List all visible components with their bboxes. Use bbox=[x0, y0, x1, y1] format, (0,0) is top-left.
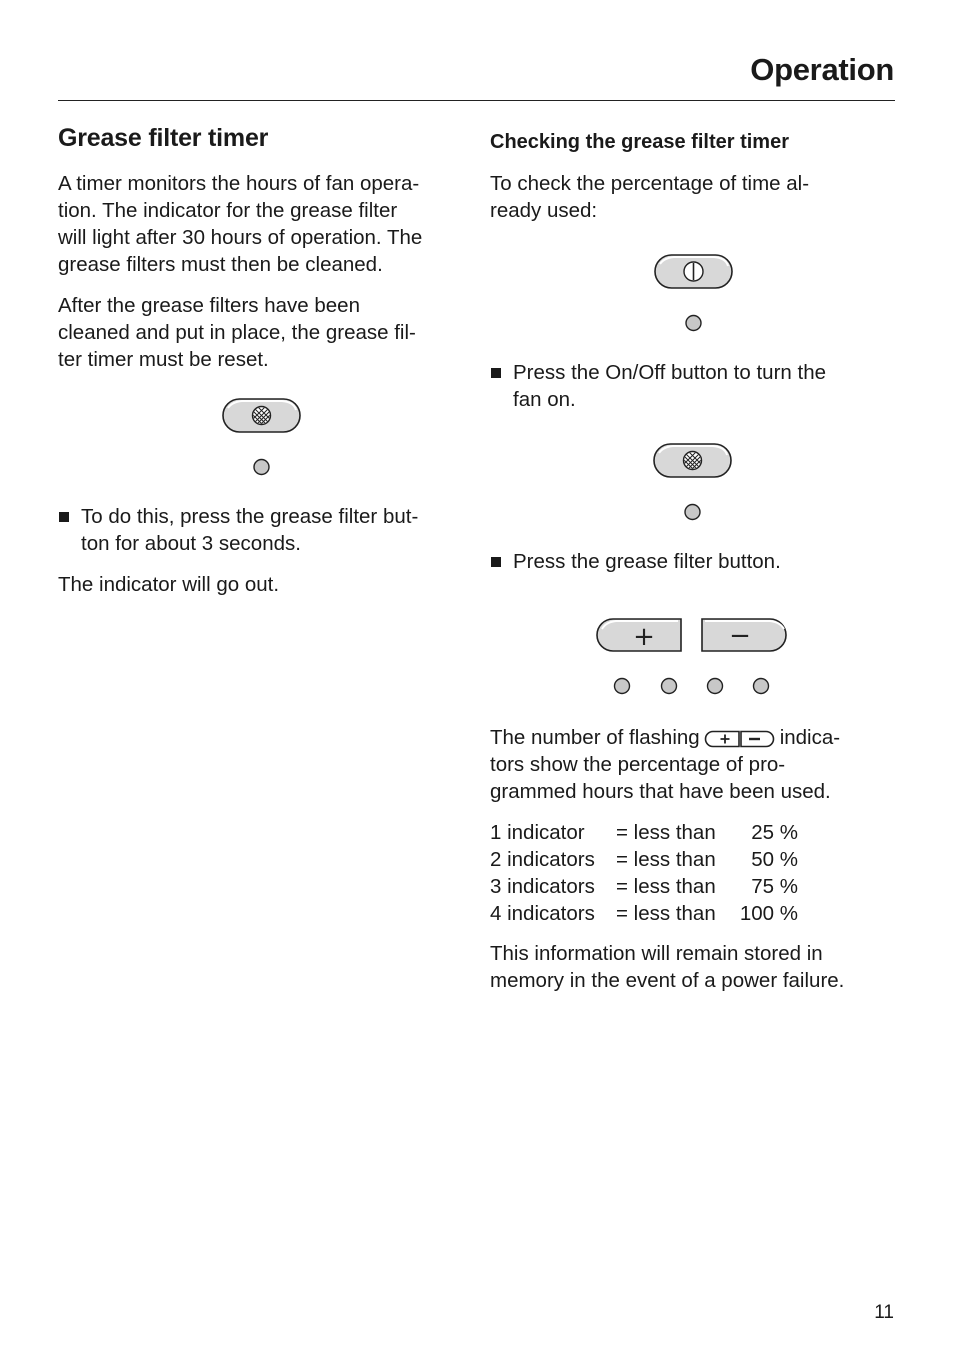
right-paragraph-2: The number of flashing indica- tors show the percentage of pro- grammed hours that have been used. bbox=[490, 726, 841, 803]
left-paragraph-3: The indicator will go out. bbox=[58, 573, 280, 596]
bullet-marker bbox=[491, 557, 501, 567]
plus-button bbox=[597, 619, 681, 652]
bullet-marker bbox=[59, 512, 69, 522]
page-number: 11 bbox=[874, 1302, 894, 1323]
left-paragraph-1: A timer monitors the hours of fan opera- tion. The indicator for the grease filter will light after 30 hours of operation. The grease filters must then be cleaned. bbox=[58, 172, 423, 276]
program-indicator-2 bbox=[662, 679, 677, 694]
left-paragraph-2: After the grease filters have been cleaned and put in place, the grease fil- ter timer must be reset. bbox=[58, 294, 416, 371]
table-row: 4 indicators = less than 100 % bbox=[490, 902, 798, 925]
table-row: 1 indicator = less than 25 % bbox=[490, 821, 798, 844]
left-bullet-1: To do this, press the grease filter but- ton for about 3 seconds. bbox=[81, 505, 419, 555]
plus-label: + bbox=[633, 622, 655, 652]
right-paragraph-1: To check the percentage of time al- ready used: bbox=[490, 172, 810, 222]
on-off-icon bbox=[684, 262, 703, 281]
header-rule bbox=[58, 100, 895, 101]
grease-filter-button-figure bbox=[651, 441, 735, 525]
grease-filter-icon bbox=[253, 407, 271, 426]
table-row: 2 indicators = less than 50 % bbox=[490, 848, 798, 871]
program-indicator-4 bbox=[754, 679, 769, 694]
program-indicator-3 bbox=[708, 679, 723, 694]
minus-label: − bbox=[729, 621, 751, 651]
grease-filter-button-figure bbox=[220, 396, 304, 480]
heading-grease-filter-timer: Grease filter timer bbox=[58, 124, 269, 152]
grease-filter-icon bbox=[684, 452, 702, 471]
on-off-indicator bbox=[686, 316, 701, 331]
heading-checking-timer: Checking the grease filter timer bbox=[490, 131, 789, 153]
grease-filter-indicator bbox=[685, 505, 700, 520]
right-bullet-2: Press the grease filter button. bbox=[513, 550, 781, 573]
right-bullet-1: Press the On/Off button to turn the fan on. bbox=[513, 361, 826, 411]
right-paragraph-3: This information will remain stored in memory in the event of a power failure. bbox=[490, 942, 845, 992]
bullet-marker bbox=[491, 368, 501, 378]
plus-minus-inline-icon bbox=[704, 730, 776, 748]
minus-button bbox=[702, 619, 786, 651]
plus-minus-buttons-figure bbox=[594, 616, 794, 698]
grease-filter-indicator bbox=[254, 460, 269, 475]
program-indicator-1 bbox=[615, 679, 630, 694]
table-row: 3 indicators = less than 75 % bbox=[490, 875, 798, 898]
percentage-table bbox=[490, 819, 798, 927]
section-title: Operation bbox=[750, 52, 894, 87]
on-off-button-figure bbox=[652, 252, 736, 336]
